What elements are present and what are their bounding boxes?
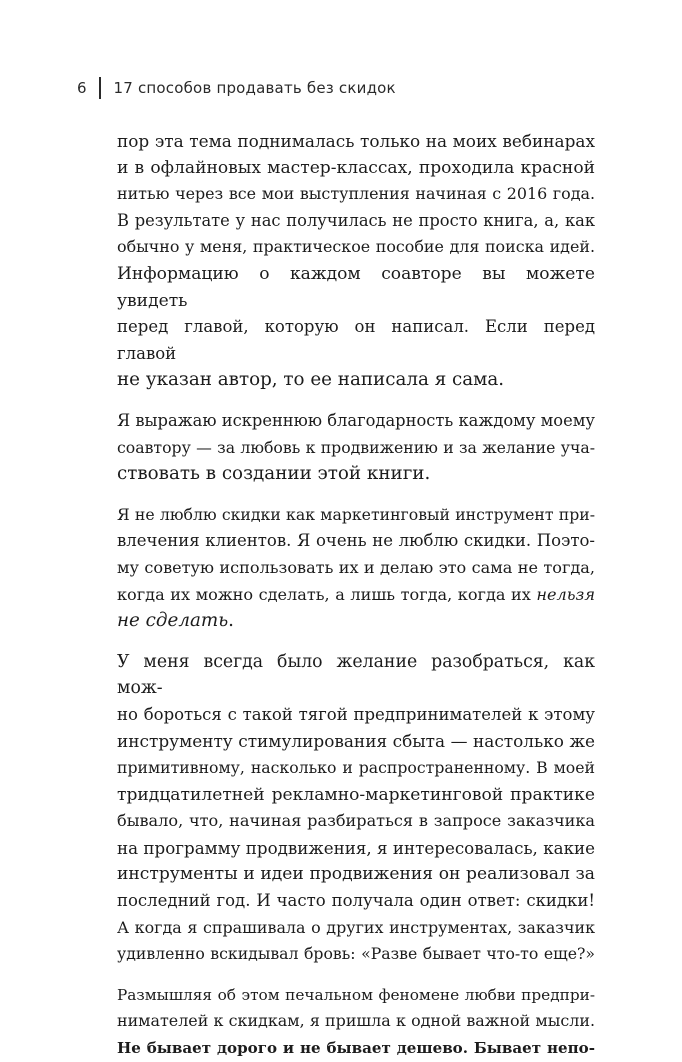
header-separator	[99, 77, 101, 99]
paragraph-5	[117, 982, 595, 1062]
body-text	[117, 128, 595, 1062]
text-line: Размышляя об этом печальном феномене любви предпри-	[117, 985, 595, 1004]
text-line: Я не люблю скидки как маркетинговый инструмент при-	[117, 504, 595, 524]
running-head	[77, 75, 396, 101]
text-line: обычно у меня, практическое пособие для поиска идей.	[117, 237, 595, 257]
text-line: последний год. И часто получала один ответ: скидки!	[117, 891, 595, 911]
text-run: .	[228, 610, 234, 632]
text-line: нимателей к скидкам, я пришла к одной важной мысли.	[117, 1011, 595, 1031]
page-number: 6	[77, 79, 87, 97]
paragraph-2	[117, 408, 595, 488]
text-line: пор эта тема поднималась только на моих вебинарах	[117, 131, 595, 151]
paragraph-1	[117, 128, 595, 394]
emphasis-text: нельзя	[536, 584, 595, 604]
text-line: инструменту стимулирования сбыта — настолько же	[117, 731, 595, 752]
text-line: нитью через все мои выступления начиная с 2016 года.	[117, 184, 595, 204]
text-line: У меня всегда было желание разобраться, как мож-	[117, 651, 595, 699]
text-line: В результате у нас получилась не просто книга, а, как	[117, 210, 595, 230]
text-line: му советую использовать их и делаю это сама не тогда,	[117, 557, 595, 577]
text-line: перед главой, которую он написал. Если перед главой	[117, 317, 595, 363]
text-line: Я выражаю искреннюю благодарность каждому моему	[117, 410, 595, 430]
text-line	[117, 608, 595, 635]
paragraph-3	[117, 502, 595, 635]
text-line: бывало, что, начиная разбираться в запросе заказчика	[117, 811, 595, 831]
text-line: на программу продвижения, я интересовалась, какие	[117, 837, 595, 858]
text-line: удивленно вскидывал бровь: «Разве бывает что-то еще?»	[117, 944, 595, 964]
emphasis-text: не сделать	[117, 610, 229, 632]
text-line: инструменты и идеи продвижения он реализовал за	[117, 864, 595, 885]
text-line: и в офлайновых мастер-классах, проходила красной	[117, 157, 595, 178]
text-line: не указан автор, то ее написала я сама.	[117, 369, 505, 391]
text-line: влечения клиентов. Я очень не люблю скидки. Поэто-	[117, 531, 595, 551]
text-run: когда их можно сделать, а лишь тогда, когда их	[117, 584, 537, 604]
text-line: тридцатилетней рекламно-маркетинговой практике	[117, 784, 595, 805]
text-line: А когда я спрашивала о других инструментах, заказчик	[117, 917, 595, 937]
text-line: но бороться с такой тягой предпринимателей к этому	[117, 704, 595, 724]
text-line	[117, 582, 595, 609]
text-line: соавтору — за любовь к продвижению и за желание уча-	[117, 437, 595, 457]
text-line: примитивному, насколько и распространенному. В моей	[117, 758, 595, 778]
bold-text-line: Не бывает дорого и не бывает дешево. Бывает непо-	[117, 1039, 595, 1057]
book-title: 17 способов продавать без скидок	[113, 79, 396, 97]
text-line: Информацию о каждом соавторе вы можете увидеть	[117, 263, 595, 311]
paragraph-4	[117, 649, 595, 968]
text-line: ствовать в создании этой книги.	[117, 463, 431, 485]
